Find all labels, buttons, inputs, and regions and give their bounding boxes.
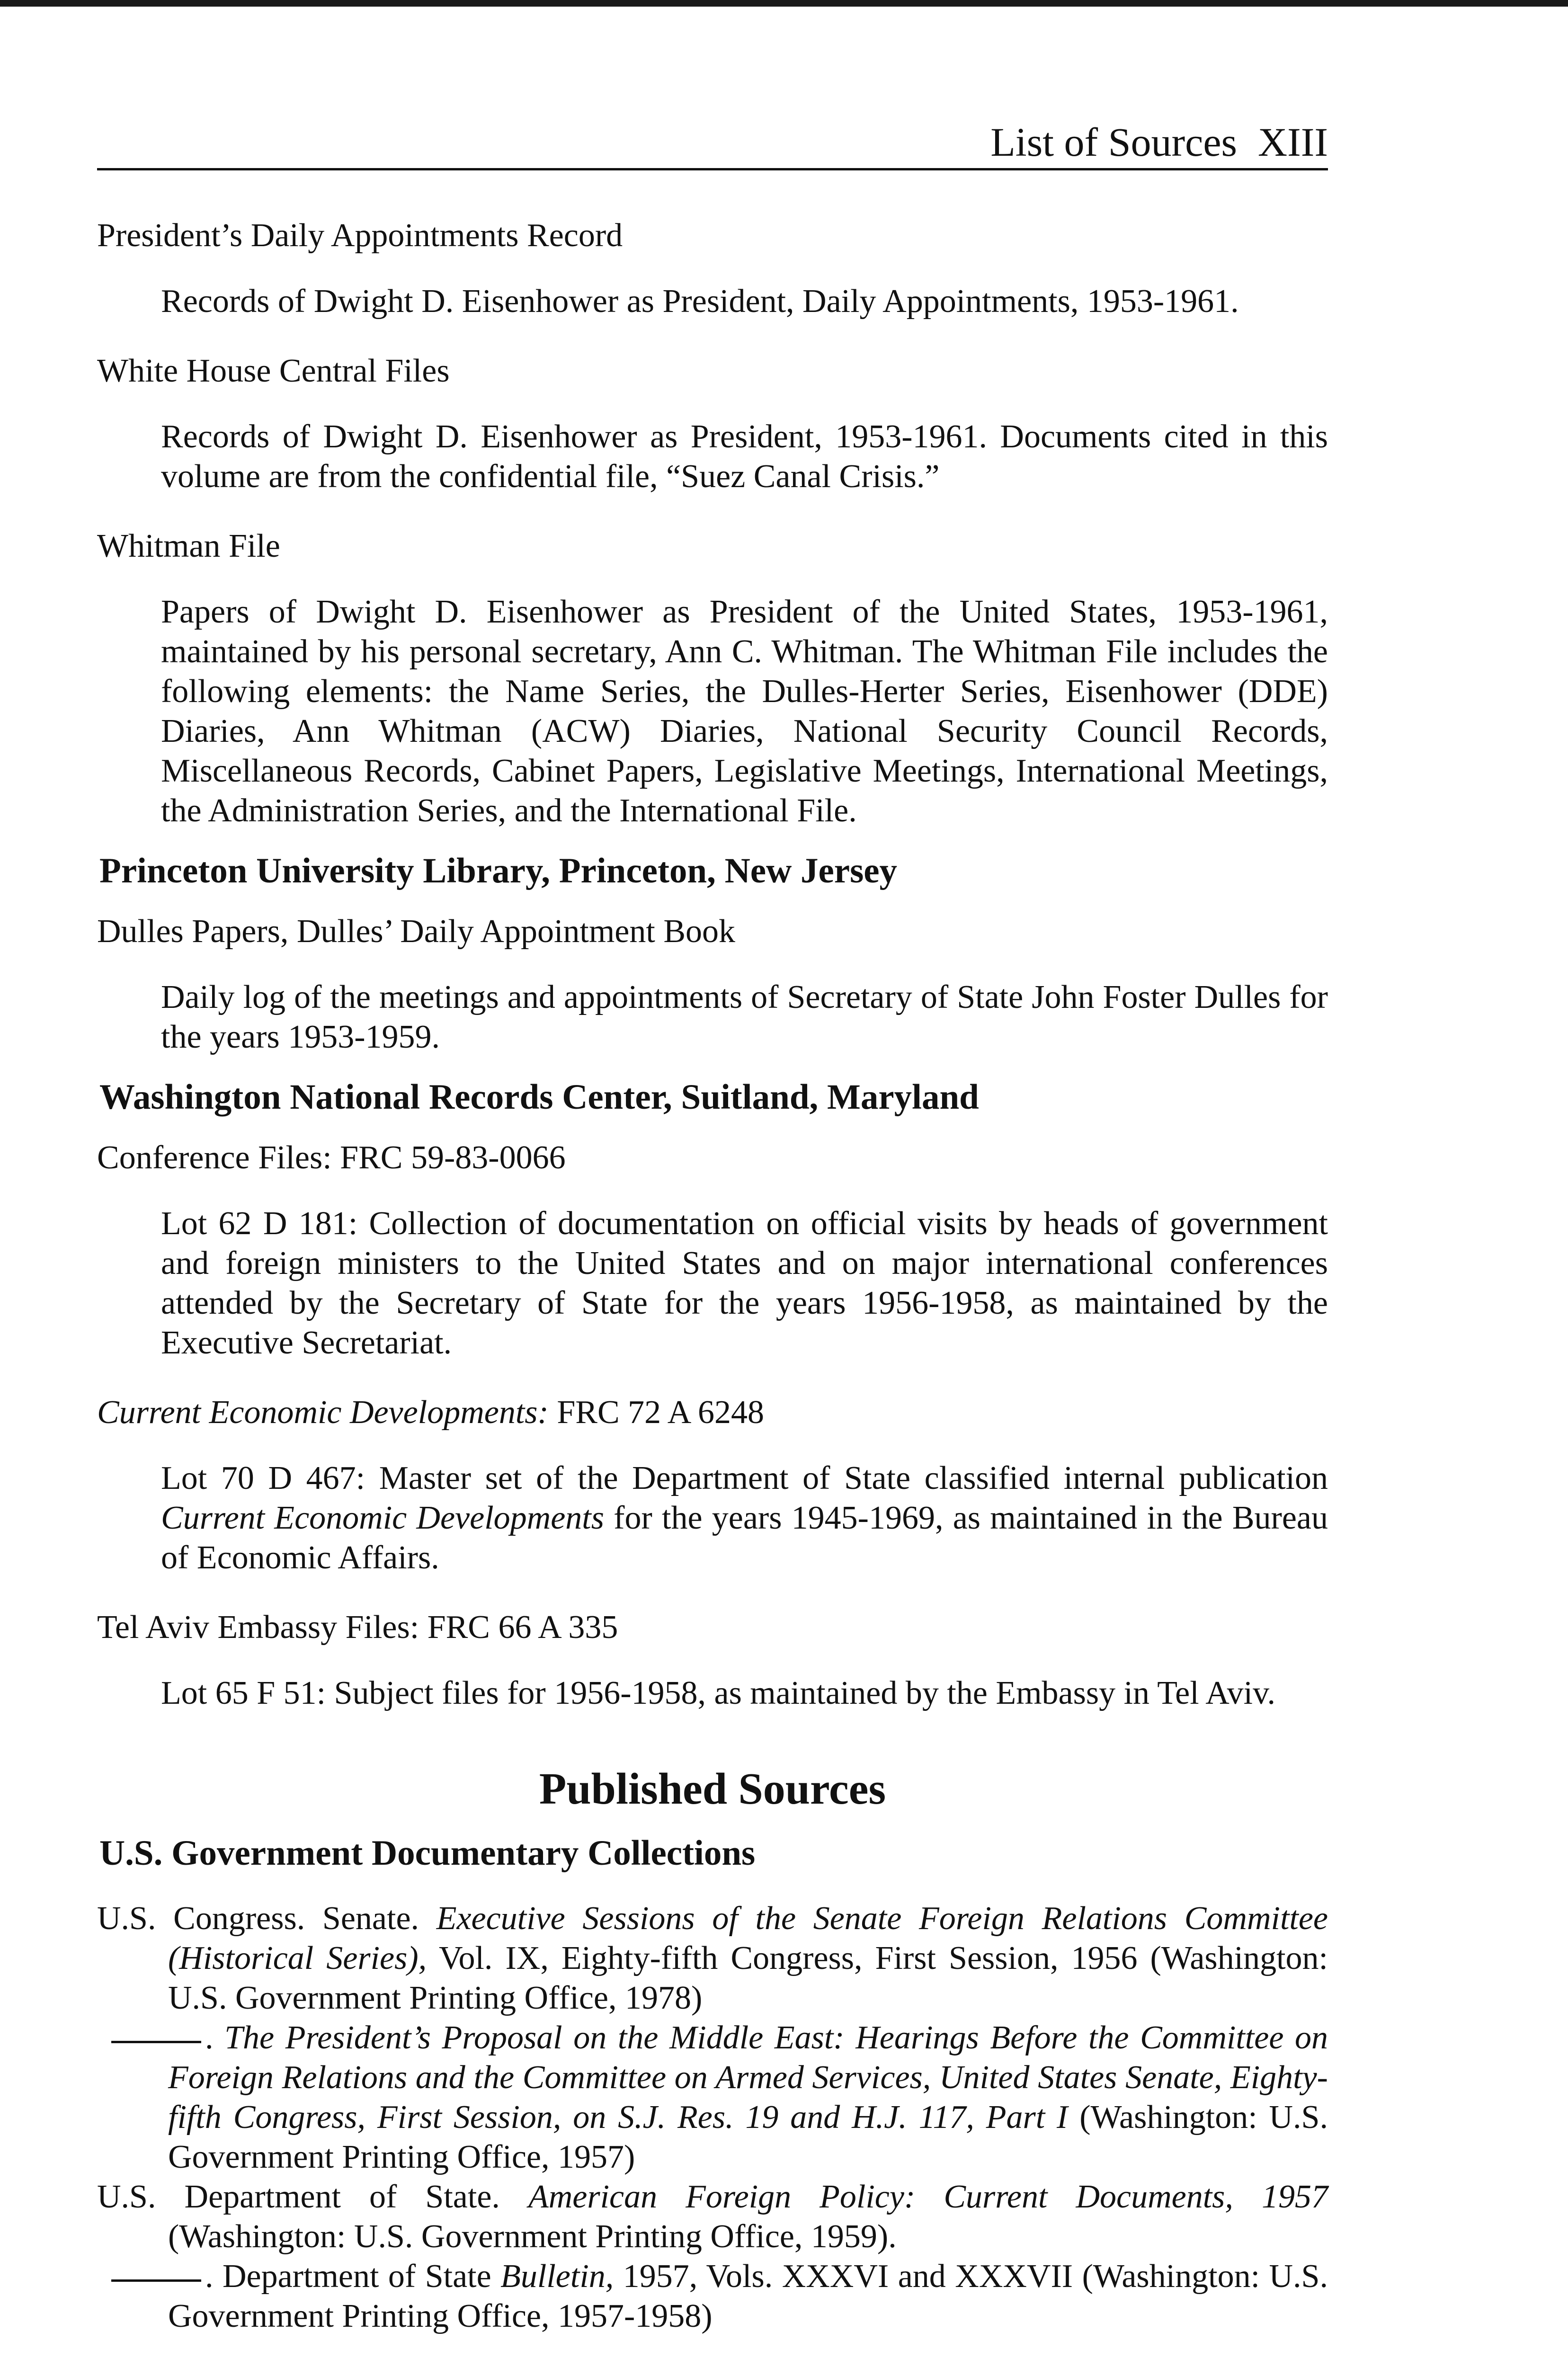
source-description-tel-aviv: Lot 65 F 51: Subject files for 1956-1958, as maintained by the Embassy in Tel Aviv. <box>161 1675 1276 1711</box>
institution-heading-princeton: Princeton University Library, Princeton, New Jersey <box>99 851 898 890</box>
bibliography-entry-title: American Foreign Policy: Current Documents, 1957 <box>528 2179 1328 2215</box>
source-heading-dulles-papers: Dulles Papers, Dulles’ Daily Appointment Book <box>97 913 736 950</box>
page-number: XIII <box>1257 119 1328 165</box>
running-header <box>97 116 1328 170</box>
bibliography-entry-author: U.S. Congress. Senate. <box>97 1900 437 1937</box>
bibliography-entry-author: . <box>205 2020 225 2056</box>
bibliography-entry-details: Vol. IX, Eighty-fifth Congress, First Session, 1956 (Washington: U.S. Government Printing Office, 1978) <box>168 1940 1328 2016</box>
bibliography-entry-details: (Washington: U.S. Government Printing Office, 1957) <box>168 2099 1328 2175</box>
bibliography-entry-details: 1957, Vols. XXXVI and XXXVII (Washington: U.S. Government Printing Office, 1957-1958) <box>168 2258 1328 2334</box>
section-heading-published-sources: Published Sources <box>539 1764 886 1814</box>
bibliography-entry <box>97 2257 1328 2336</box>
bibliography-entry-author: . Department of State <box>205 2258 501 2295</box>
source-description-current-economic-post: for the years 1945-1969, as maintained in the Bureau of Economic Affairs. <box>161 1500 1328 1576</box>
bibliography-entry-title: Bulletin, <box>500 2258 614 2295</box>
source-description-conference-files: Lot 62 D 181: Collection of documentation on official visits by heads of government and foreign ministers to the United States and on major international conferences attended by the Secretary of State for the years 1956-1958, as maintained by the Executive Secretariat. <box>161 1205 1328 1361</box>
subsection-heading-documentary-collections: U.S. Government Documentary Collections <box>99 1833 756 1873</box>
source-description-current-economic-pre: Lot 70 D 467: Master set of the Department of State classified internal publication <box>161 1460 1328 1496</box>
source-description-dulles-papers: Daily log of the meetings and appointments of Secretary of State John Foster Dulles for the years 1953-1959. <box>161 979 1328 1055</box>
source-description-current-economic-italic: Current Economic Developments <box>161 1500 604 1536</box>
source-description-daily-appointments: Records of Dwight D. Eisenhower as President, Daily Appointments, 1953-1961. <box>161 283 1239 320</box>
bibliography-entry-title: The President’s Proposal on the Middle East: Hearings Before the Committee on Foreign Relations and the Committee on Armed Services, United States Senate, Eighty-fifth Congress, First Session, on S.J. Res. 19 and H.J. 117, Part I <box>168 2020 1328 2136</box>
source-heading-whitman-file: Whitman File <box>97 528 280 564</box>
source-heading-current-economic-italic: Current Economic Developments: <box>97 1394 549 1431</box>
page-content <box>97 215 1328 2336</box>
source-description-current-economic <box>161 1459 1328 1578</box>
institution-heading-wnrc: Washington National Records Center, Suitland, Maryland <box>99 1077 979 1117</box>
source-heading-current-economic-rest: FRC 72 A 6248 <box>548 1394 764 1431</box>
running-header-text <box>990 116 1328 168</box>
source-heading-current-economic <box>97 1392 1328 1433</box>
source-heading-daily-appointments: President’s Daily Appointments Record <box>97 217 623 254</box>
bibliography-entry-details: (Washington: U.S. Government Printing Office, 1959). <box>168 2218 897 2255</box>
source-heading-central-files: White House Central Files <box>97 353 450 389</box>
source-heading-tel-aviv: Tel Aviv Embassy Files: FRC 66 A 335 <box>97 1609 618 1646</box>
bibliography-entry <box>97 1899 1328 2018</box>
bibliography-entry <box>97 2018 1328 2177</box>
bibliography-entry <box>97 2177 1328 2257</box>
ditto-dash <box>111 2038 201 2043</box>
source-heading-conference-files: Conference Files: FRC 59-83-0066 <box>97 1139 566 1176</box>
source-description-whitman-file: Papers of Dwight D. Eisenhower as President of the United States, 1953-1961, maintained by his personal secretary, Ann C. Whitman. The Whitman File includes the following elements: the Name Series, the Dulles-Herter Series, Eisenhower (DDE) Diaries, Ann Whitman (ACW) Diaries, National Security Council Records, Miscellaneous Records, Cabinet Papers, Legislative Meetings, International Meetings, the Administration Series, and the International File. <box>161 594 1328 829</box>
ditto-dash <box>111 2277 201 2282</box>
page-top-border <box>0 0 1568 7</box>
bibliography-entry-author: U.S. Department of State. <box>97 2179 528 2215</box>
source-description-central-files: Records of Dwight D. Eisenhower as President, 1953-1961. Documents cited in this volume are from the confidential file, “Suez Canal Crisis.” <box>161 418 1328 495</box>
bibliography-entry-title: Executive Sessions of the Senate Foreign Relations Committee (Historical Series), <box>168 1900 1328 1976</box>
running-header-title: List of Sources <box>990 119 1237 165</box>
